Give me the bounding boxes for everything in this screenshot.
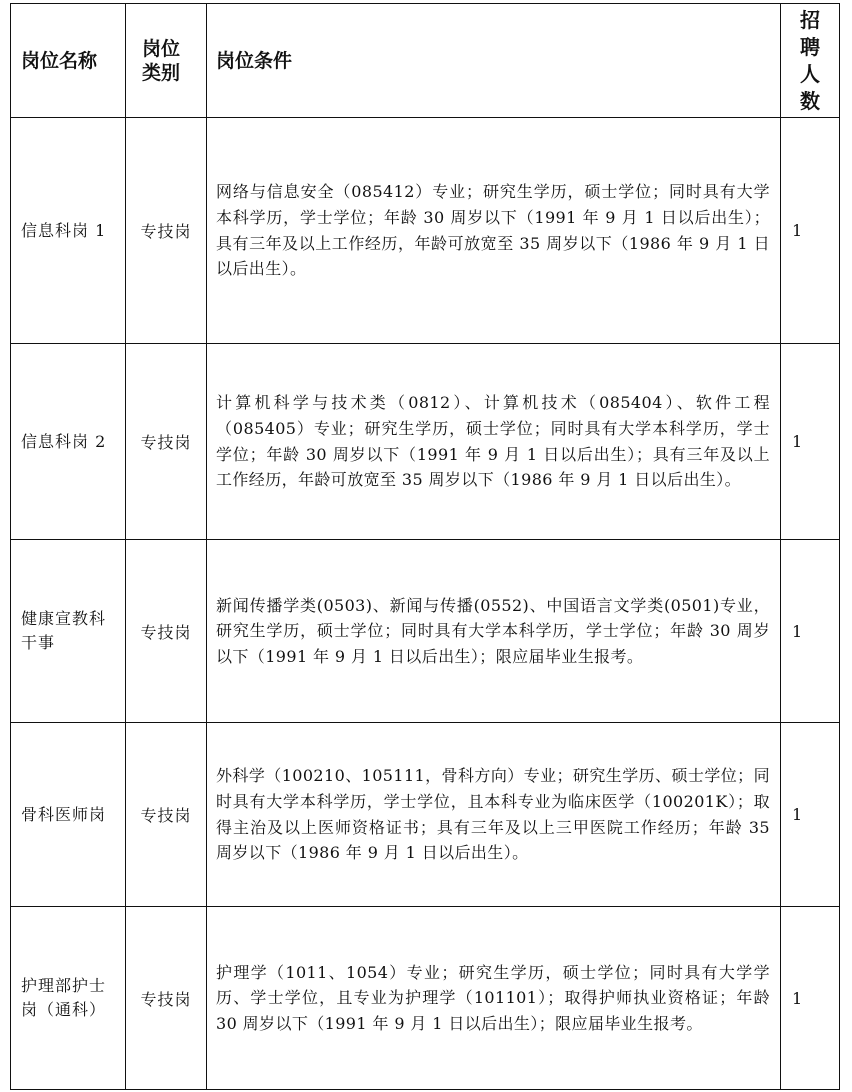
position-category: 专技岗 (126, 344, 207, 540)
position-name: 骨科医师岗 (11, 723, 126, 907)
table-row (11, 723, 840, 907)
table-row (11, 344, 840, 540)
position-name: 信息科岗 2 (11, 344, 126, 540)
recruit-count: 1 (781, 907, 840, 1090)
position-conditions: 护理学（1011、1054）专业；研究生学历，硕士学位；同时具有大学学历、学士学位，且专业为护理学（101101）；取得护师执业资格证；年龄 30 周岁以下（1991 年 9 月 1 日以后出生）；限应届毕业生报考。 (207, 907, 781, 1090)
recruit-count: 1 (781, 118, 840, 344)
position-category: 专技岗 (126, 118, 207, 344)
position-conditions: 计算机科学与技术类（0812）、计算机技术（085404）、软件工程（085405）专业；研究生学历，硕士学位；同时具有大学本科学历，学士学位；年龄 30 周岁以下（1991 年 9 月 1 日以后出生）；具有三年及以上工作经历，年龄可放宽至 35 周岁以下（1986 年 9 月 1 日以后出生）。 (207, 344, 781, 540)
position-name: 护理部护士岗（通科） (11, 907, 126, 1090)
header-position-conditions: 岗位条件 (207, 4, 781, 118)
table-row (11, 118, 840, 344)
table-row (11, 907, 840, 1090)
position-category: 专技岗 (126, 540, 207, 723)
position-conditions: 外科学（100210、105111，骨科方向）专业；研究生学历、硕士学位；同时具有大学本科学历，学士学位，且本科专业为临床医学（100201K）；取得主治及以上医师资格证书；具有三年及以上三甲医院工作经历；年龄 35 周岁以下（1986 年 9 月 1 日以后出生）。 (207, 723, 781, 907)
position-conditions: 网络与信息安全（085412）专业；研究生学历，硕士学位；同时具有大学本科学历，学士学位；年龄 30 周岁以下（1991 年 9 月 1 日以后出生）；具有三年及以上工作经历，年龄可放宽至 35 周岁以下（1986 年 9 月 1 日以后出生）。 (207, 118, 781, 344)
recruit-count: 1 (781, 344, 840, 540)
header-recruit-count: 招 聘 人 数 (781, 4, 840, 118)
header-position-name: 岗位名称 (11, 4, 126, 118)
table-row (11, 540, 840, 723)
position-category: 专技岗 (126, 907, 207, 1090)
position-conditions: 新闻传播学类(0503)、新闻与传播(0552)、中国语言文学类(0501)专业，研究生学历，硕士学位；同时具有大学本科学历，学士学位；年龄 30 周岁以下（1991 年 9 月 1 日以后出生）；限应届毕业生报考。 (207, 540, 781, 723)
header-row (11, 4, 840, 118)
recruit-count: 1 (781, 723, 840, 907)
position-category: 专技岗 (126, 723, 207, 907)
recruit-count: 1 (781, 540, 840, 723)
header-position-category: 岗位 类别 (126, 4, 207, 118)
position-name: 健康宣教科干事 (11, 540, 126, 723)
position-name: 信息科岗 1 (11, 118, 126, 344)
recruitment-table (10, 3, 840, 1090)
